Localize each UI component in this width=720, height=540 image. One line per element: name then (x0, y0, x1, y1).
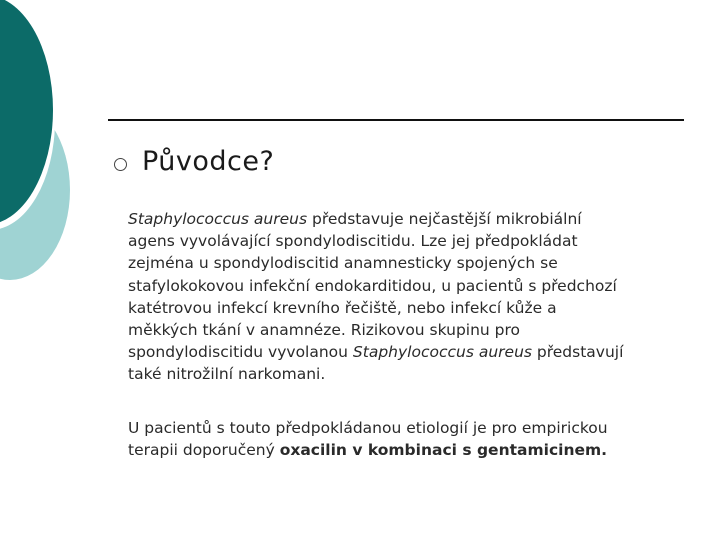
bullet-circle-icon (114, 158, 127, 171)
recommended-therapy: oxacilin v kombinaci s gentamicinem (279, 441, 602, 460)
species-name: Staphylococcus aureus (352, 343, 532, 362)
paragraph-2 (128, 417, 628, 461)
decorative-circles (0, 0, 120, 300)
paragraph-1 (128, 208, 628, 386)
paragraph-1-text-a: představuje nejčastější mikrobiální agens vyvolávající spondylodiscitidu. Lze jej předpokládat zejména u spondylodiscitid anamnesticky spojených se stafylokokovou infekční endokarditidou, u pacientů s předchozí katétrovou infekcí krevního řečiště, nebo infekcí kůže a měkkých tkání v anamnéze. Rizikovou skupinu pro spondylodiscitidu vyvolanou (128, 210, 617, 362)
paragraph-2-text: U pacientů s touto předpokládanou etiologií je pro empirickou terapii doporučený (128, 419, 608, 460)
species-name: Staphylococcus aureus (128, 210, 308, 228)
title-divider (108, 119, 684, 121)
paragraph-1-text-b: představují také nitrožilní narkomani. (128, 343, 624, 384)
slide-title: Původce? (142, 146, 275, 177)
paragraph-2-end: . (601, 441, 608, 460)
